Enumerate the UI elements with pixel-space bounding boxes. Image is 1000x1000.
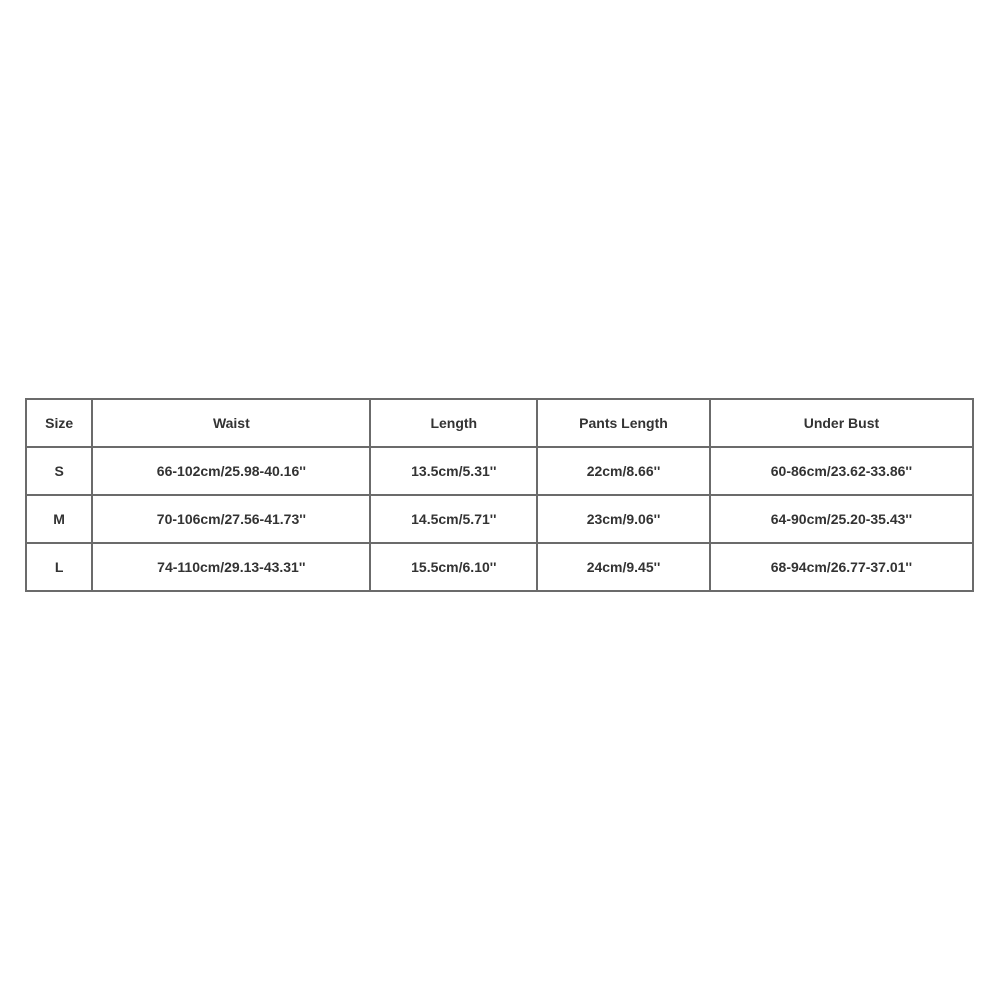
cell-under-bust: 64-90cm/25.20-35.43'' xyxy=(710,495,973,543)
table-header-row xyxy=(26,399,973,447)
cell-waist: 74-110cm/29.13-43.31'' xyxy=(92,543,370,591)
cell-pants-length: 22cm/8.66'' xyxy=(537,447,710,495)
cell-length: 13.5cm/5.31'' xyxy=(370,447,537,495)
cell-under-bust: 68-94cm/26.77-37.01'' xyxy=(710,543,973,591)
table-row xyxy=(26,495,973,543)
cell-waist: 66-102cm/25.98-40.16'' xyxy=(92,447,370,495)
cell-under-bust: 60-86cm/23.62-33.86'' xyxy=(710,447,973,495)
table-row xyxy=(26,447,973,495)
header-under-bust: Under Bust xyxy=(710,399,973,447)
header-size: Size xyxy=(26,399,92,447)
cell-pants-length: 23cm/9.06'' xyxy=(537,495,710,543)
header-waist: Waist xyxy=(92,399,370,447)
size-chart-table xyxy=(25,398,974,592)
cell-length: 14.5cm/5.71'' xyxy=(370,495,537,543)
header-length: Length xyxy=(370,399,537,447)
cell-waist: 70-106cm/27.56-41.73'' xyxy=(92,495,370,543)
cell-pants-length: 24cm/9.45'' xyxy=(537,543,710,591)
cell-size: L xyxy=(26,543,92,591)
cell-length: 15.5cm/6.10'' xyxy=(370,543,537,591)
table-row xyxy=(26,543,973,591)
header-pants-length: Pants Length xyxy=(537,399,710,447)
cell-size: M xyxy=(26,495,92,543)
cell-size: S xyxy=(26,447,92,495)
